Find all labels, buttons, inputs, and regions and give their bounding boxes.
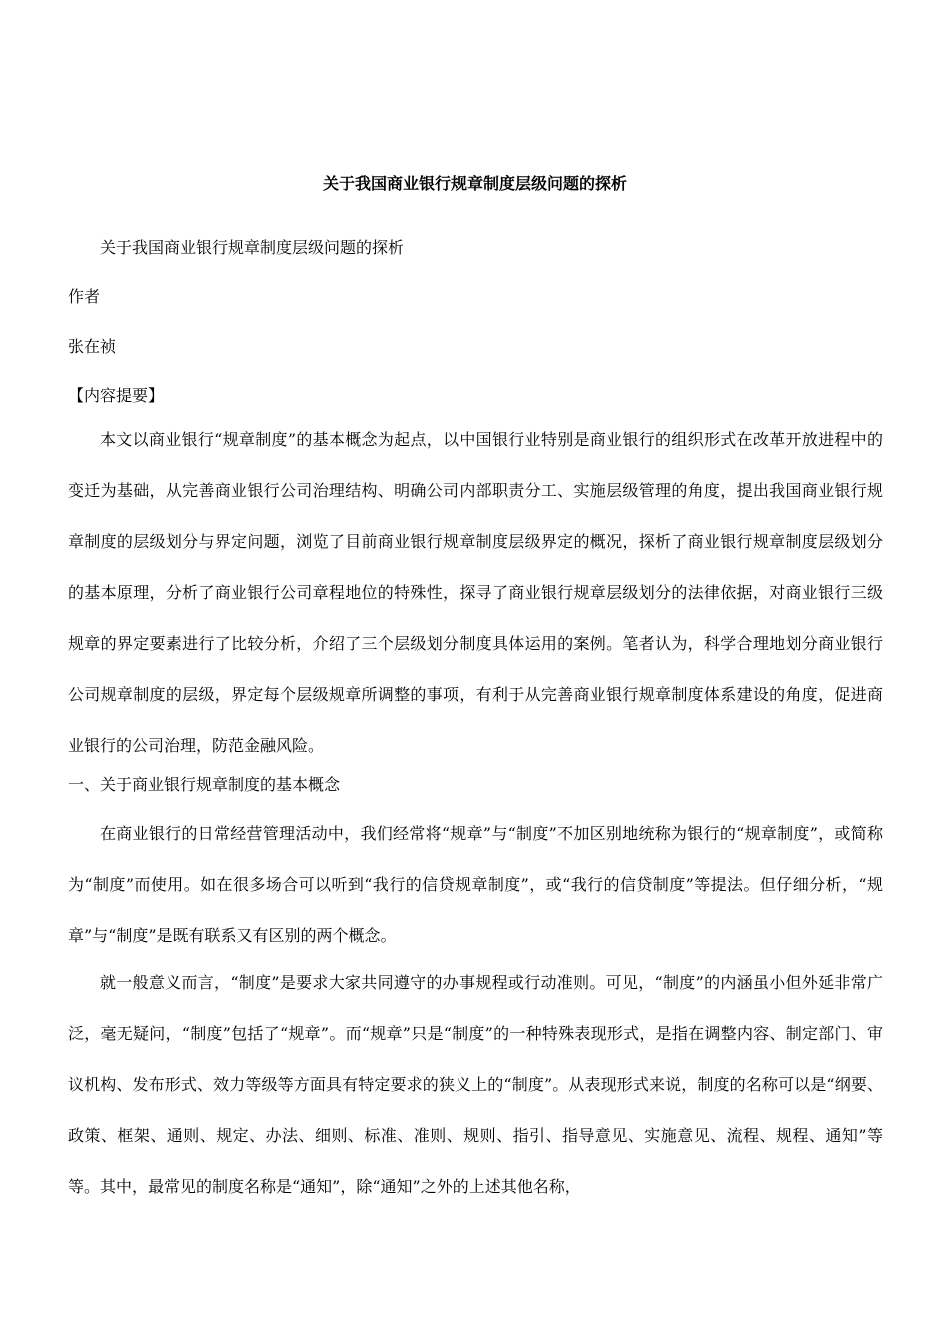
body-paragraph: 就一般意义而言，“制度”是要求大家共同遵守的办事规程或行动准则。可见，“制度”的内涵虽小但外延非常广泛，毫无疑问，“制度”包括了“规章”。而“规章”只是“制度”的一种特殊表现形式，是指在调整内容、制定部门、审议机构、发布形式、效力等级等方面具有特定要求的狭义上的“制度”。从表现形式来说，制度的名称可以是“纲要、政策、框架、通则、规定、办法、细则、标准、准则、规则、指引、指导意见、实施意见、流程、规程、通知”等等。其中，最常见的制度名称是“通知”，除“通知”之外的上述其他名称， (68, 973, 883, 1196)
abstract-label: 【内容提要】 (68, 386, 165, 405)
abstract-paragraph: 本文以商业银行“规章制度”的基本概念为起点，以中国银行业特别是商业银行的组织形式在改革开放进程中的变迁为基础，从完善商业银行公司治理结构、明确公司内部职责分工、实施层级管理的角度，提出我国商业银行规章制度的层级划分与界定问题，浏览了目前商业银行规章制度层级界定的概况，探析了商业银行规章制度层级划分的基本原理，分析了商业银行公司章程地位的特殊性，探寻了商业银行规章层级划分的法律依据，对商业银行三级规章的界定要素进行了比较分析，介绍了三个层级划分制度具体运用的案例。笔者认为，科学合理地划分商业银行公司规章制度的层级，界定每个层级规章所调整的事项，有利于从完善商业银行规章制度体系建设的角度，促进商业银行的公司治理，防范金融风险。 (68, 430, 883, 755)
section-heading: 一、关于商业银行规章制度的基本概念 (68, 775, 341, 794)
body-paragraph: 在商业银行的日常经营管理活动中，我们经常将“规章”与“制度”不加区别地统称为银行的“规章制度”，或简称为“制度”而使用。如在很多场合可以听到“我行的信贷规章制度”，或“我行的信贷制度”等提法。但仔细分析，“规章”与“制度”是既有联系又有区别的两个概念。 (68, 824, 883, 945)
document-subtitle: 关于我国商业银行规章制度层级问题的探析 (100, 238, 405, 257)
document-title: 关于我国商业银行规章制度层级问题的探析 (322, 174, 627, 193)
author-name: 张在祯 (68, 337, 117, 356)
author-label: 作者 (68, 287, 101, 306)
